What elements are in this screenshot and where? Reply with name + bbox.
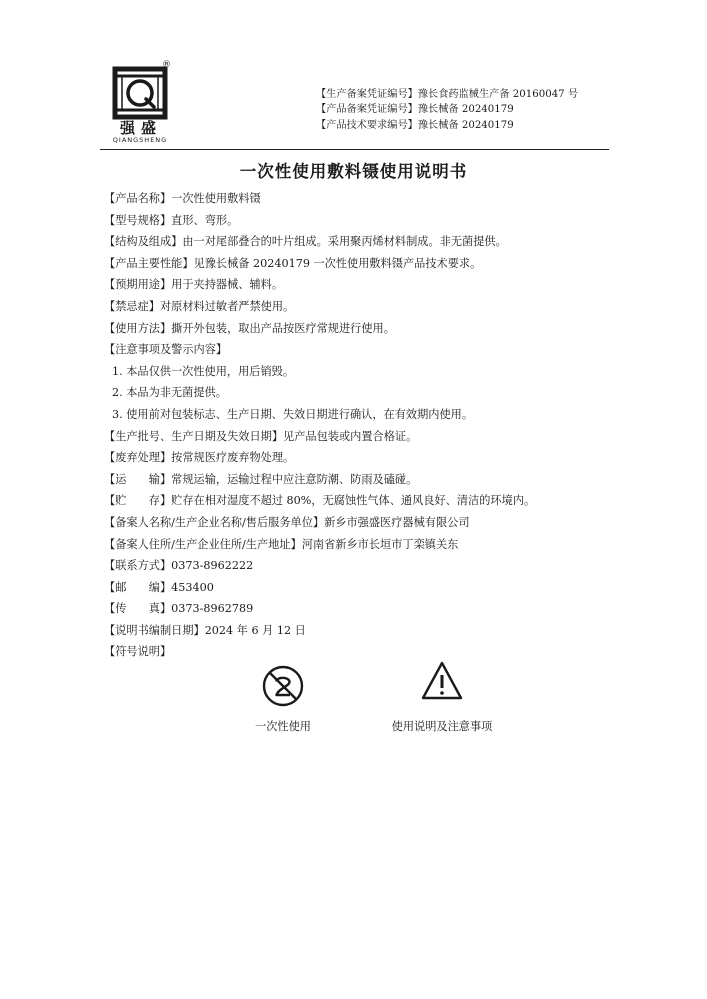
symbol-single-use: [242, 664, 324, 734]
model-spec-line: 【型号规格】直形、弯形。: [104, 213, 239, 227]
warning-item-2: 2. 本品为非无菌提供。: [112, 386, 227, 400]
production-filing-number: 【生产备案凭证编号】豫长食药监械生产备 20160047 号: [316, 89, 579, 100]
symbol-single-use-label: 一次性使用: [255, 720, 311, 733]
do-not-reuse-icon: [261, 664, 305, 708]
symbols-heading: 【符号说明】: [104, 645, 172, 659]
brand-name-cn: 强盛: [119, 119, 162, 137]
symbol-caution: [378, 660, 506, 734]
header-divider: [100, 149, 609, 150]
fax-line: 【传 真】0373-8962789: [104, 602, 254, 616]
warnings-heading: 【注意事项及警示内容】: [104, 343, 228, 357]
registrant-name-line: 【备案人名称/生产企业名称/售后服务单位】新乡市强盛医疗器械有限公司: [104, 515, 470, 529]
warning-item-1: 1. 本品仅供一次性使用，用后销毁。: [112, 364, 295, 378]
intended-use-line: 【预期用途】用于夹持器械、辅料。: [104, 278, 284, 292]
postcode-line: 【邮 编】453400: [104, 580, 214, 594]
contact-line: 【联系方式】0373-8962222: [104, 559, 254, 573]
warning-item-3: 3. 使用前对包装标志、生产日期、失效日期进行确认，在有效期内使用。: [112, 407, 474, 421]
structure-line: 【结构及组成】由一对尾部叠合的叶片组成。采用聚丙烯材料制成。非无菌提供。: [104, 235, 507, 249]
instructions-body: [104, 188, 624, 663]
transport-line: 【运 输】常规运输，运输过程中应注意防潮、防雨及磕碰。: [104, 472, 418, 486]
performance-line: 【产品主要性能】见豫长械备 20240179 一次性使用敷料镊产品技术要求。: [104, 256, 482, 270]
registrant-address-line: 【备案人住所/生产企业住所/生产地址】河南省新乡市长垣市丁栾镇关东: [104, 537, 459, 551]
registered-mark: ®: [162, 60, 171, 70]
registration-info: [316, 87, 578, 133]
usage-method-line: 【使用方法】撕开外包装，取出产品按医疗常规进行使用。: [104, 321, 395, 335]
document-title: 一次性使用敷料镊使用说明书: [239, 162, 468, 181]
brand-name-en: QIANGSHENG: [112, 136, 168, 144]
batch-date-line: 【生产批号、生产日期及失效日期】见产品包装或内置合格证。: [104, 429, 418, 443]
disposal-line: 【废弃处理】按常规医疗废弃物处理。: [104, 451, 295, 465]
symbol-caution-label: 使用说明及注意事项: [391, 720, 493, 733]
product-name-line: 【产品名称】一次性使用敷料镊: [104, 192, 261, 205]
technical-requirement-number: 【产品技术要求编号】豫长械备 20240179: [316, 119, 514, 131]
caution-warning-icon: [420, 660, 464, 702]
product-filing-number: 【产品备案凭证编号】豫长械备 20240179: [316, 104, 514, 116]
storage-line: 【贮 存】贮存在相对湿度不超过 80%，无腐蚀性气体、通风良好、清洁的环境内。: [104, 494, 536, 508]
contraindication-line: 【禁忌症】对原材料过敏者严禁使用。: [104, 299, 295, 313]
compile-date-line: 【说明书编制日期】2024 年 6 月 12 日: [104, 623, 306, 637]
